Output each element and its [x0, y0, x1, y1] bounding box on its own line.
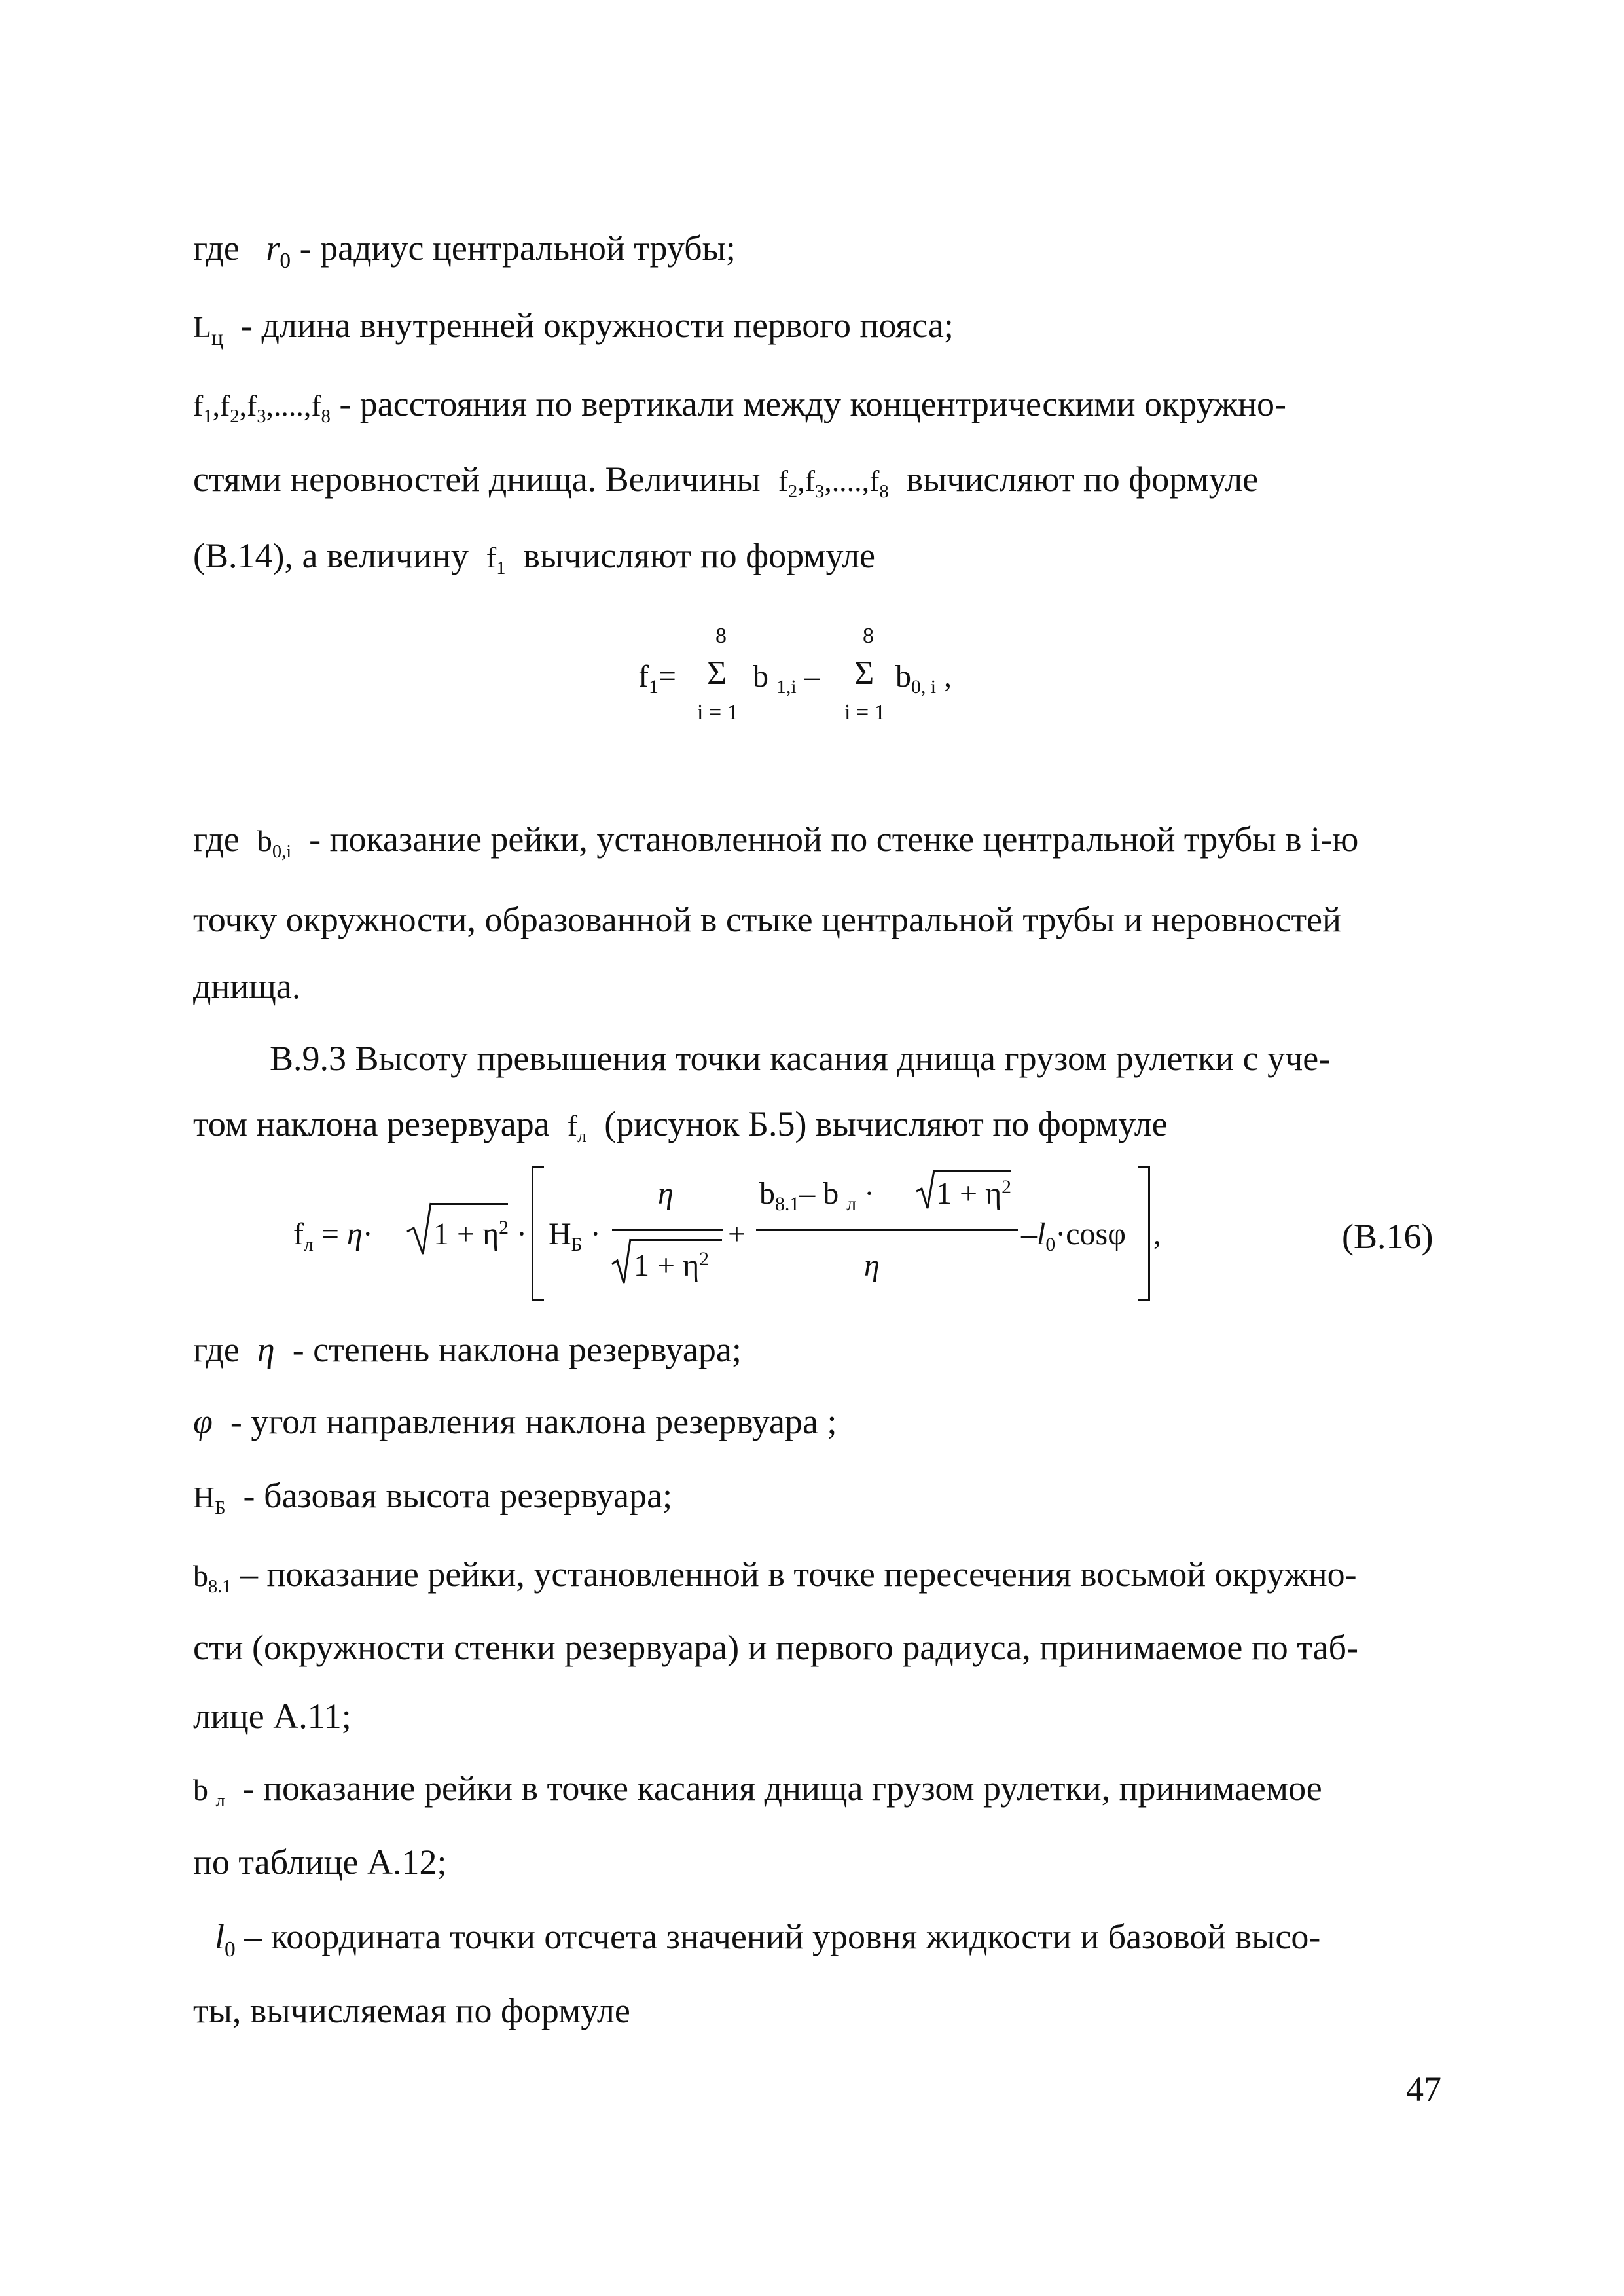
l0-definition-1: – координата точки отсчета значений уровня жидкости и базовой высо- [244, 1917, 1321, 1956]
l0-symbol: l [215, 1917, 225, 1956]
b81-definition-3: лице А.11; [193, 1696, 352, 1736]
sum1-term: b $_{1,i}$ – [753, 659, 820, 698]
f2-f8-symbols: $f_2,f_3,....,f_8$ [778, 464, 889, 502]
sum2-lower: i = 1 [844, 700, 886, 725]
sqrt-sign-3 [916, 1170, 936, 1210]
f-list-symbol: $f_1,f_2,f_3,....,f_8$ [193, 389, 331, 427]
def-b81 [193, 1554, 1357, 1597]
b81-definition-2: сти (окружности стенки резервуара) и первого радиуса, принимаемое по таб- [193, 1628, 1358, 1667]
bl-symbol: b $_л$ [193, 1773, 225, 1811]
sum2-term: $b_{0, i}$ , [895, 659, 952, 698]
hb-definition: - базовая высота резервуара; [243, 1476, 673, 1515]
sqrt-content-2: $1 + \eta^2$ [634, 1247, 710, 1283]
b0-definition-3: днища. [193, 967, 301, 1006]
def-hb [193, 1476, 673, 1518]
line-values [193, 459, 1259, 502]
lc-definition: - длина внутренней окружности первого пояса; [240, 306, 954, 345]
sum2-upper: 8 [863, 624, 874, 648]
f1-lhs: $f_1=$ [638, 659, 676, 698]
eta-definition: - степень наклона резервуара; [292, 1330, 742, 1369]
f-list-definition: - расстояния по вертикали между концентрическими окружно- [339, 384, 1286, 423]
frac1-bar [612, 1229, 723, 1231]
sum1-sign: Σ [707, 655, 727, 692]
fl-symbol-inline: $f_л$ [567, 1109, 587, 1147]
right-bracket [1138, 1166, 1150, 1301]
sqrt-content-3: $1 + \eta^2$ [936, 1175, 1012, 1211]
b0-symbol: $b_{0,i}$ [257, 824, 292, 862]
sum2-sign: Σ [854, 655, 875, 692]
lc-symbol: L [193, 310, 212, 344]
lc-subscript: ц [211, 325, 223, 350]
r0-symbol: r [266, 228, 280, 268]
frac2-den: η [864, 1248, 880, 1283]
eta-symbol: η [257, 1330, 275, 1369]
line-f1-ref [193, 536, 876, 579]
def-bl [193, 1768, 1322, 1811]
def-eta: где η - степень наклона резервуара; [193, 1330, 742, 1369]
b16-lhs: $f_л = \eta\cdot$ [293, 1217, 373, 1256]
l0-definition-2: ты, вычисляемая по формуле [193, 1991, 630, 2030]
b0-definition-2: точку окружности, образованной в стыке центральной трубы и неровностей [193, 900, 1341, 939]
sum1-upper: 8 [715, 624, 727, 648]
line5-text-a: (В.14), а величину [193, 536, 469, 575]
frac1-num: η [658, 1176, 674, 1211]
phi-definition: - угол направления наклона резервуара ; [230, 1402, 837, 1441]
section-b93-line2: том наклона резервуара $f_л$ (рисунок Б.5) вычисляют по формуле [193, 1104, 1168, 1147]
def-phi [193, 1404, 837, 1439]
line4-text-b: вычисляют по формуле [906, 459, 1259, 499]
l0-cos-term: $-l_0\cdot\cos\varphi$ [1021, 1217, 1126, 1256]
sqrt-sign-1 [407, 1203, 433, 1255]
f1-symbol-inline: $f_1$ [486, 541, 506, 579]
page-number: 47 [1406, 2070, 1441, 2109]
line4-text-a: стями неровностей днища. Величины [193, 459, 761, 499]
where-word: где [193, 819, 240, 859]
sum1-lower: i = 1 [697, 700, 738, 725]
b81-definition-1: – показание рейки, установленной в точке пересечения восьмой окружно- [240, 1554, 1357, 1594]
sqrt-content-1: $1 + \eta^2$ · [433, 1216, 528, 1251]
sqrt-sign-2 [612, 1239, 632, 1285]
def-b0 [193, 819, 1359, 862]
frac2-num-left: $b_{8.1}-$ b $_л$ · [759, 1176, 875, 1215]
phi-symbol: φ [193, 1402, 213, 1441]
b0-definition-1: - показание рейки, установленной по стенке центральной трубы в i-ю [309, 819, 1359, 859]
bl-definition-1: - показание рейки в точке касания днища грузом рулетки, принимаемое [242, 1768, 1322, 1808]
b16-comma: , [1153, 1217, 1161, 1251]
line5-text-b: вычисляют по формуле [523, 536, 876, 575]
def-f-list [193, 384, 1286, 427]
hb-term: $Н_Б$ · [549, 1217, 601, 1256]
left-bracket [532, 1166, 544, 1301]
hb-symbol: $Н_Б$ [193, 1480, 226, 1518]
frac2-bar [756, 1229, 1018, 1231]
b16-plus: + [728, 1217, 746, 1251]
sqrt-bar-1 [431, 1203, 508, 1205]
section-b93-line1: В.9.3 Высоту превышения точки касания днища грузом рулетки с уче- [270, 1039, 1331, 1078]
b81-symbol: $b_{8.1}$ [193, 1559, 232, 1597]
sqrt-bar-3 [933, 1170, 1011, 1172]
def-r0 [193, 228, 736, 273]
formula-number: (В.16) [1342, 1217, 1434, 1256]
r0-definition: - радиус центральной трубы; [299, 228, 736, 268]
sqrt-bar-2 [630, 1239, 722, 1241]
def-l0: $l_0$ – координата точки отсчета значений уровня жидкости и базовой высо- [215, 1917, 1321, 1962]
def-lc [193, 306, 954, 350]
r0-subscript: 0 [280, 248, 291, 273]
where-word: где [193, 228, 240, 268]
bl-definition-2: по таблице А.12; [193, 1842, 447, 1882]
